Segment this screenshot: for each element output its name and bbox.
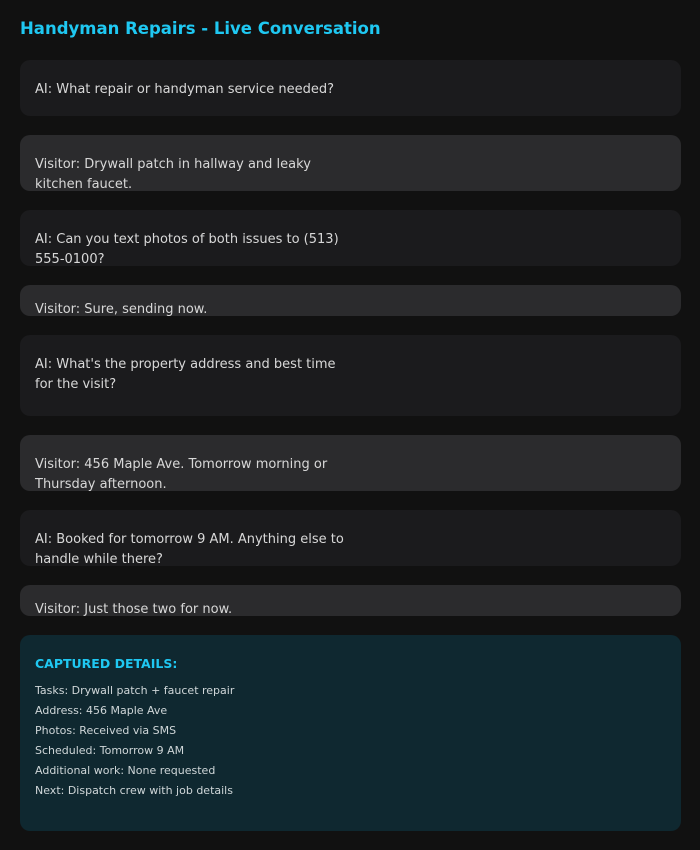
message-text: AI: What's the property address and best time for the visit? bbox=[35, 357, 336, 392]
message-visitor bbox=[20, 435, 681, 491]
message-ai bbox=[20, 510, 681, 566]
captured-details-panel bbox=[20, 635, 681, 831]
detail-item-next-step: Next: Dispatch crew with job details bbox=[35, 784, 233, 797]
message-visitor bbox=[20, 585, 681, 616]
detail-item-address: Address: 456 Maple Ave bbox=[35, 704, 168, 717]
detail-item-scheduled: Scheduled: Tomorrow 9 AM bbox=[35, 744, 185, 757]
detail-item-tasks: Tasks: Drywall patch + faucet repair bbox=[35, 684, 235, 697]
message-text: Visitor: 456 Maple Ave. Tomorrow morning or Thursday afternoon. bbox=[35, 457, 328, 492]
message-text: AI: Can you text photos of both issues to (513) 555-0100? bbox=[35, 232, 339, 267]
message-visitor bbox=[20, 135, 681, 191]
detail-item-photos: Photos: Received via SMS bbox=[35, 724, 177, 737]
detail-item-additional-work: Additional work: None requested bbox=[35, 764, 216, 777]
message-text: Visitor: Just those two for now. bbox=[35, 602, 233, 617]
message-text: Visitor: Sure, sending now. bbox=[35, 302, 208, 317]
page-title: Handyman Repairs - Live Conversation bbox=[20, 19, 381, 38]
message-ai bbox=[20, 335, 681, 416]
captured-details-heading: CAPTURED DETAILS: bbox=[35, 656, 178, 671]
captured-details-list bbox=[35, 681, 234, 801]
message-text: Visitor: Drywall patch in hallway and leaky kitchen faucet. bbox=[35, 157, 311, 192]
message-text: AI: What repair or handyman service needed? bbox=[35, 82, 335, 97]
message-text: AI: Booked for tomorrow 9 AM. Anything else to handle while there? bbox=[35, 532, 344, 567]
message-visitor bbox=[20, 285, 681, 316]
message-ai bbox=[20, 210, 681, 266]
message-ai bbox=[20, 60, 681, 116]
